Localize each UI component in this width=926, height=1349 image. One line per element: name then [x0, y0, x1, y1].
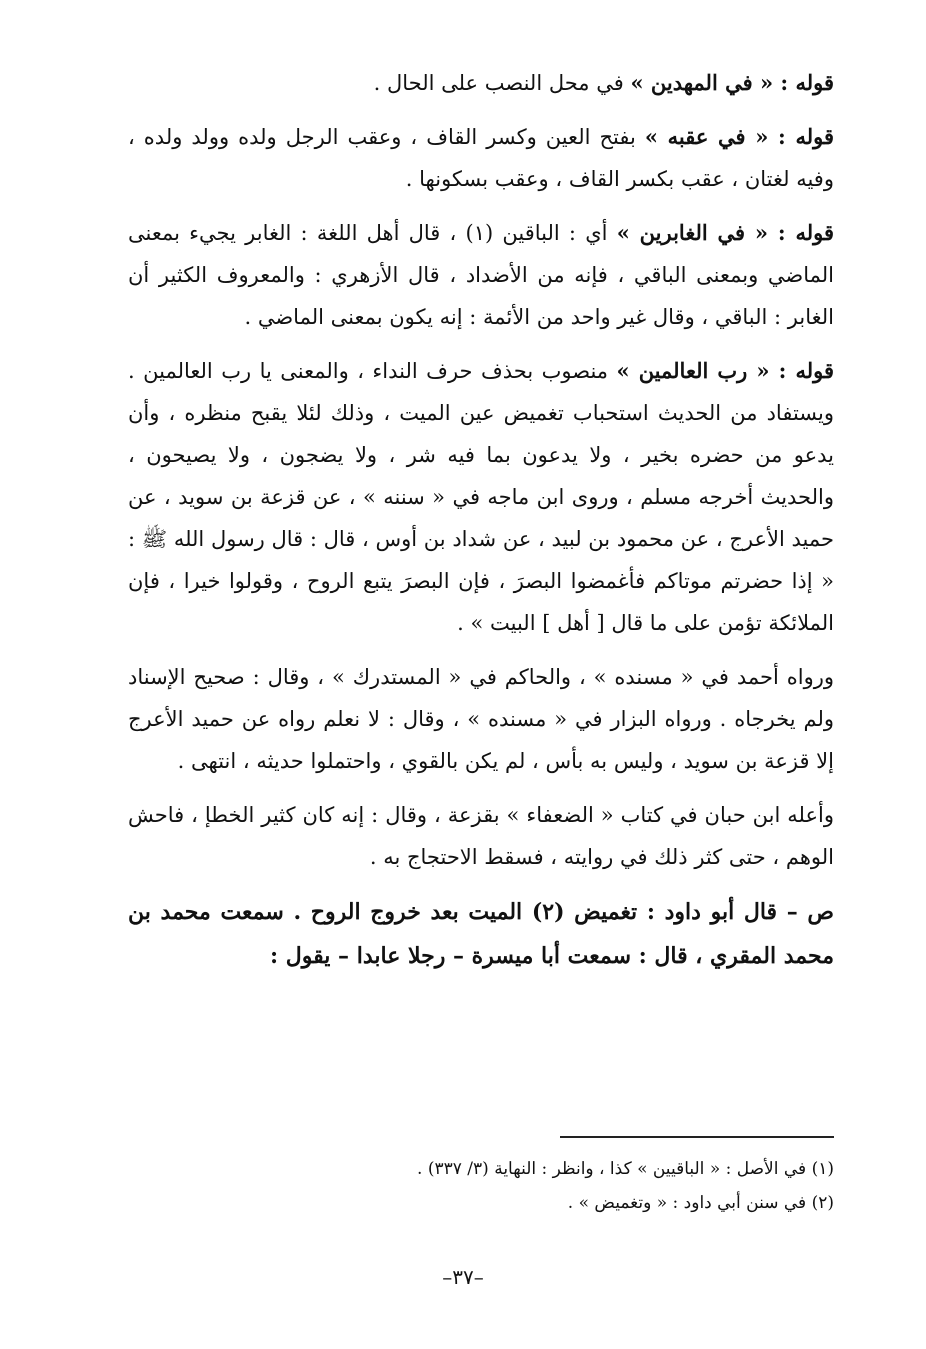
quoted-term: قوله : « في عقبه » [644, 124, 834, 149]
paragraph-rabb-al-alamin [128, 350, 834, 644]
paragraph-aqibihi [128, 116, 834, 200]
page-number: –٣٧– [442, 1265, 484, 1289]
paragraph-text: وأعله ابن حبان في كتاب « الضعفاء » بقزعة ، وقال : إنه كان كثير الخطإ ، فاحش الوهم ، حتى كثر ذلك في روايته ، فسقط الاحتجاج به . [128, 803, 834, 869]
quoted-term: قوله : « رب العالمين » [616, 358, 835, 383]
footnote-divider [560, 1136, 834, 1138]
paragraph-text: ورواه أحمد في « مسنده » ، والحاكم في « المستدرك » ، وقال : صحيح الإسناد ولم يخرجاه . ورواه البزار في « مسنده » ، وقال : لا نعلم رواه عن حميد الأعرج إلا قزعة بن سويد ، وليس به بأس ، لم يكن بالقوي ، واحتملوا حديثه ، انتهى . [128, 665, 834, 773]
quoted-term: قوله : « في المهدين » [630, 70, 834, 95]
paragraph-text: أي : الباقين (١) ، قال أهل اللغة : الغابر يجيء بمعنى الماضي وبمعنى الباقي ، فإنه من الأضداد ، قال الأزهري : والمعروف الكثير أن الغابر : الباقي ، وقال غير واحد من الأئمة : إنه يكون بمعنى الماضي . [128, 221, 834, 329]
paragraph-text: في محل النصب على الحال . [373, 71, 631, 95]
paragraph-ahmad-musnad [128, 656, 834, 782]
closing-hadith-paragraph: ص – قال أبو داود : تغميض (٢) الميت بعد خروج الروح . سمعت محمد بن محمد المقري ، قال : سمعت أبا ميسرة – رجلا عابدا – يقول : [128, 899, 834, 969]
quoted-term: قوله : « في الغابرين » [616, 220, 835, 245]
paragraph-al-ghabirin [128, 212, 834, 338]
footnote-2: (٢) في سنن أبي داود : « وتغميض » . [567, 1193, 834, 1213]
footnote-1: (١) في الأصل : « الباقيين » كذا ، وانظر : النهاية (٣/ ٣٣٧) . [417, 1159, 834, 1179]
paragraph-ibn-hibban [128, 794, 834, 878]
paragraph-al-muhdiyyin [128, 62, 834, 104]
footnotes [128, 1152, 834, 1220]
paragraph-text: بفتح العين وكسر القاف ، وعقب الرجل ولده وولد ولده ، وفيه لغتان ، عقب بكسر القاف ، وعقب بسكونها . [128, 125, 834, 191]
main-text [128, 62, 834, 978]
paragraph-text: منصوب بحذف حرف النداء ، والمعنى يا رب العالمين . ويستفاد من الحديث استحباب تغميض عين الميت ، وذلك لئلا يقبح منظره ، وأن يدعو من حضره بخير ، ولا يدعون بما فيه شر ، ولا يضجون ، ولا يصيحون ، والحديث أخرجه مسلم ، وروى ابن ماجه في « سننه » ، عن قزعة بن سويد ، عن حميد الأعرج ، عن محمود بن لبيد ، عن شداد بن أوس ، قال : قال رسول الله ﷺ : « إذا حضرتم موتاكم فأغمضوا البصرَ ، فإن البصرَ يتبع الروح ، وقولوا خيرا ، فإن الملائكة تؤمن على ما قال [ أهل ] البيت » . [128, 359, 834, 635]
